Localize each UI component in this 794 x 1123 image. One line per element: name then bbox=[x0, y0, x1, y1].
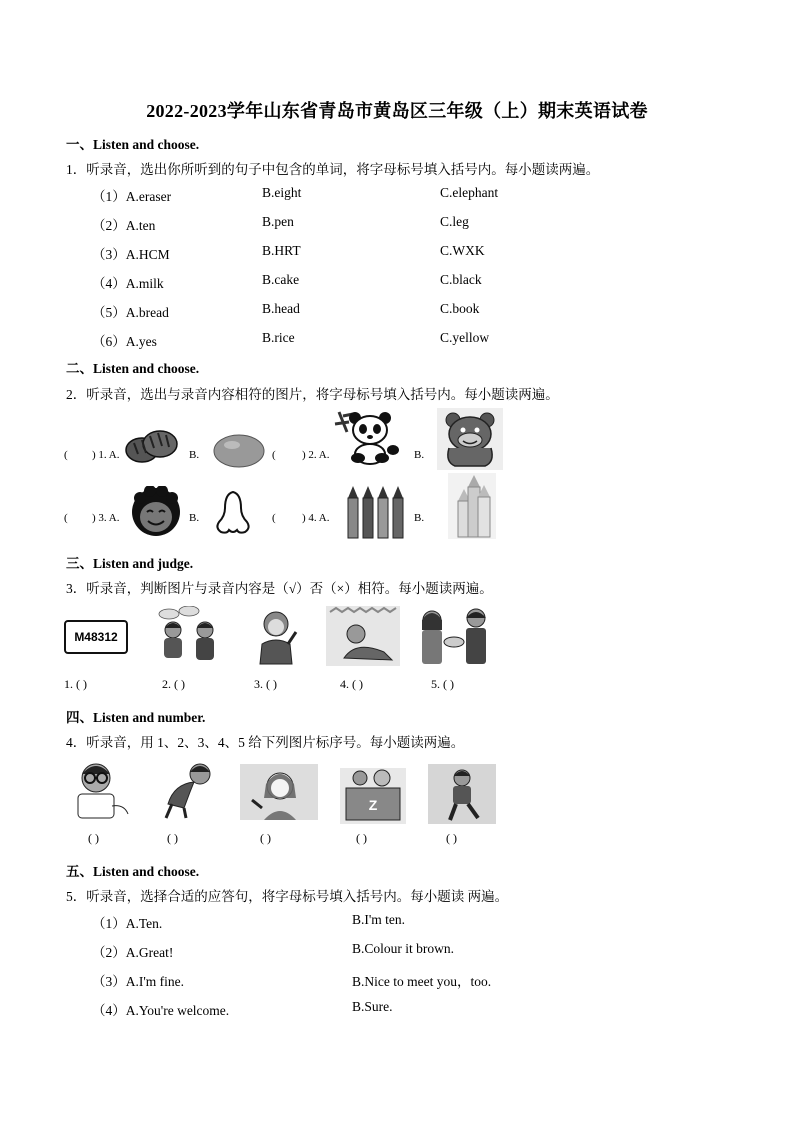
s5-q3-a: （3）A.I'm fine. bbox=[92, 974, 185, 989]
s2-item3-label: ) 3. A. bbox=[92, 512, 120, 524]
s2-item2-label: ) 2. A. bbox=[302, 449, 330, 461]
s1-q1-b: B.eight bbox=[262, 185, 302, 200]
s1-q6-a: （6）A.yes bbox=[92, 334, 157, 349]
s5-q1-b: B.I'm ten. bbox=[352, 912, 406, 927]
s1-q5-b: B.head bbox=[262, 301, 300, 316]
girl-picture bbox=[240, 764, 318, 820]
s3-label-5: 5. ( ) bbox=[431, 677, 454, 691]
potato-picture bbox=[212, 432, 266, 470]
svg-text:Z: Z bbox=[368, 797, 378, 813]
section-4-heading: 四、Listen and number. bbox=[66, 710, 206, 725]
sleeping-boy-picture bbox=[326, 606, 400, 666]
s2-item1-b: B. bbox=[189, 449, 200, 461]
s1-q1-c: C.elephant bbox=[440, 185, 499, 200]
section-2-heading: 二、Listen and choose. bbox=[66, 361, 200, 376]
s5-q2-b: B.Colour it brown. bbox=[352, 941, 455, 956]
section-4-instruction: 4．听录音，用 1、2、3、4、5 给下列图片标序号。每小题读两遍。 bbox=[66, 735, 465, 750]
toy-box-picture bbox=[340, 768, 406, 824]
page-title: 2022-2023学年山东省青岛市黄岛区三年级（上）期末英语试卷 bbox=[146, 101, 648, 121]
woman-picture bbox=[252, 610, 300, 666]
section-5-heading: 五、Listen and choose. bbox=[66, 864, 200, 879]
s2-item3-bracket-open: ( bbox=[64, 512, 68, 524]
s5-q2-a: （2）A.Great! bbox=[92, 945, 174, 960]
s4-label-4: ( ) bbox=[356, 831, 367, 845]
s1-q5-c: C.book bbox=[440, 301, 480, 316]
s4-label-2: ( ) bbox=[167, 831, 178, 845]
section-5-instruction: 5．听录音，选择合适的应答句，将字母标号填入括号内。每小题读 两遍。 bbox=[66, 889, 509, 904]
glasses-boy-picture bbox=[66, 758, 132, 822]
s2-item2-b: B. bbox=[414, 449, 425, 461]
s5-q4-b: B.Sure. bbox=[352, 999, 393, 1014]
pencils-picture bbox=[448, 473, 496, 539]
s1-q2-a: （2）A.ten bbox=[92, 218, 156, 233]
face-picture bbox=[130, 486, 182, 538]
s1-q6-c: C.yellow bbox=[440, 330, 490, 345]
nose-picture bbox=[213, 488, 253, 538]
s4-label-3: ( ) bbox=[260, 831, 271, 845]
s5-q1-a: （1）A.Ten. bbox=[92, 916, 163, 931]
s3-label-3: 3. ( ) bbox=[254, 677, 277, 691]
s2-item1-bracket-open: ( bbox=[64, 449, 68, 461]
s5-q4-a: （4）A.You're welcome. bbox=[92, 1003, 230, 1018]
s2-item4-label: ) 4. A. bbox=[302, 512, 330, 524]
section-1-instruction: 1．听录音，选出你所听到的句子中包含的单词，将字母标号填入括号内。每小题读两遍。 bbox=[66, 162, 600, 177]
s3-label-2: 2. ( ) bbox=[162, 677, 185, 691]
s5-q3-b: B.Nice to meet you，too. bbox=[352, 974, 492, 989]
plate-text: M48312 bbox=[64, 620, 128, 654]
section-2-instruction: 2．听录音，选出与录音内容相符的图片，将字母标号填入括号内。每小题读两遍。 bbox=[66, 387, 559, 402]
s2-item3-b: B. bbox=[189, 512, 200, 524]
two-kids-picture bbox=[155, 606, 225, 666]
s3-label-1: 1. ( ) bbox=[64, 677, 87, 691]
panda-picture bbox=[333, 410, 405, 466]
s1-q2-c: C.leg bbox=[440, 214, 469, 229]
section-3-heading: 三、Listen and judge. bbox=[66, 556, 194, 571]
s2-item4-b: B. bbox=[414, 512, 425, 524]
s1-q3-b: B.HRT bbox=[262, 243, 301, 258]
s4-label-5: ( ) bbox=[446, 831, 457, 845]
s1-q2-b: B.pen bbox=[262, 214, 294, 229]
s1-q4-c: C.black bbox=[440, 272, 482, 287]
section-1-heading: 一、Listen and choose. bbox=[66, 137, 200, 152]
s1-q6-b: B.rice bbox=[262, 330, 295, 345]
s1-q4-a: （4）A.milk bbox=[92, 276, 164, 291]
s3-label-4: 4. ( ) bbox=[340, 677, 363, 691]
section-3-instruction: 3．听录音，判断图片与录音内容是（√）否（×）相符。每小题读两遍。 bbox=[66, 581, 493, 596]
bear-picture bbox=[437, 408, 503, 470]
bending-boy-picture bbox=[160, 760, 220, 820]
s4-label-1: ( ) bbox=[88, 831, 99, 845]
license-plate-picture bbox=[64, 620, 128, 654]
s1-q1-a: （1）A.eraser bbox=[92, 189, 172, 204]
s1-q3-c: C.WXK bbox=[440, 243, 485, 258]
two-people-picture bbox=[416, 606, 492, 666]
s1-q4-b: B.cake bbox=[262, 272, 300, 287]
s1-q3-a: （3）A.HCM bbox=[92, 247, 170, 262]
kicking-boy-picture bbox=[428, 764, 496, 824]
s1-q5-a: （5）A.bread bbox=[92, 305, 169, 320]
s2-item2-bracket-open: ( bbox=[272, 449, 276, 461]
s2-item4-bracket-open: ( bbox=[272, 512, 276, 524]
bread-picture bbox=[124, 426, 180, 468]
crayons-picture bbox=[344, 484, 406, 540]
s2-item1-label: ) 1. A. bbox=[92, 449, 120, 461]
